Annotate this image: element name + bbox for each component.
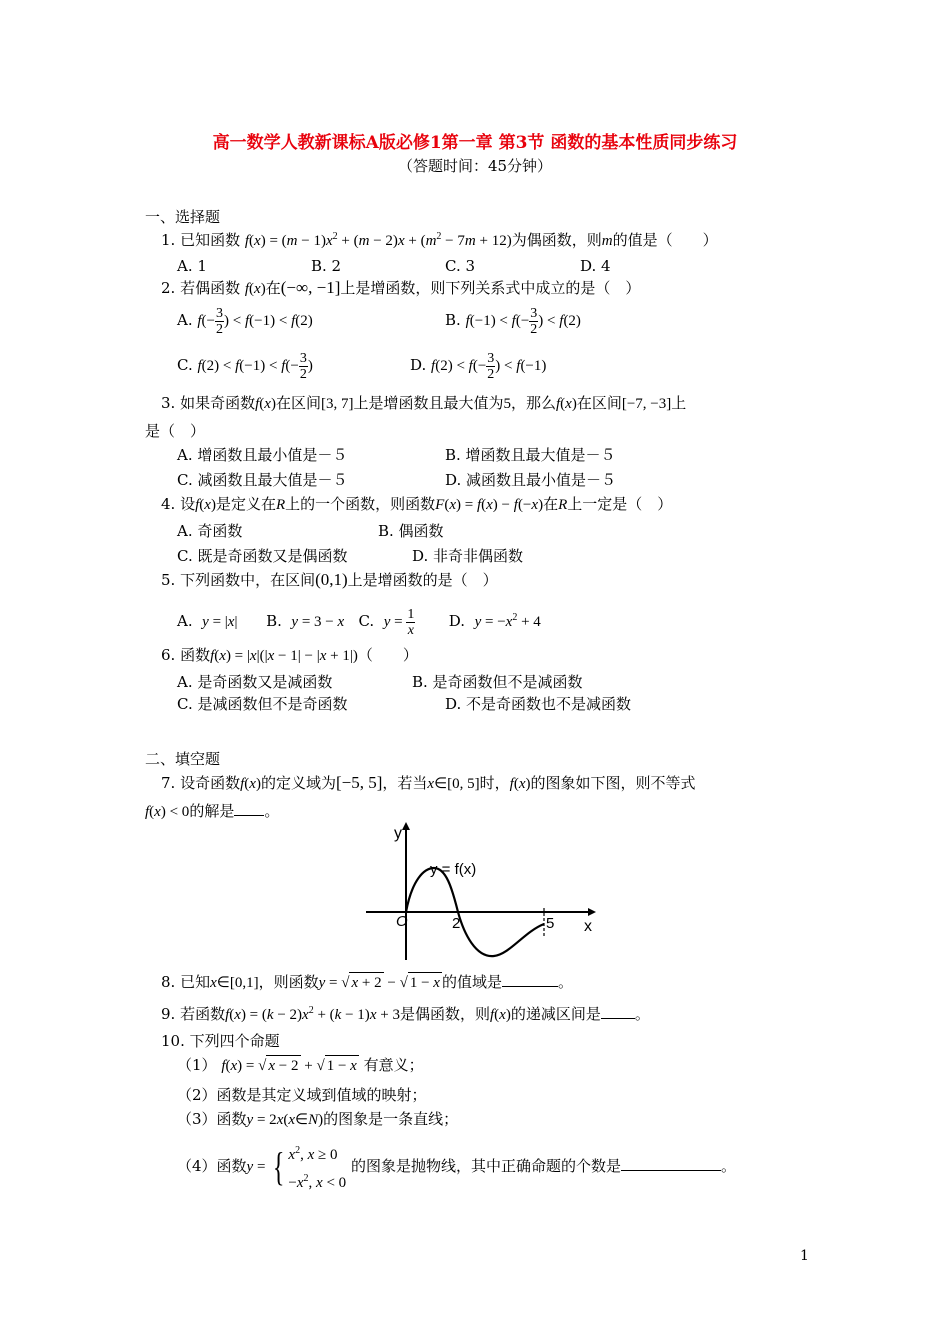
question-5: 5. 下列函数中，在区间(0,1)上是增函数的是（ ） [161,570,498,589]
page-subtitle: （答题时间：45分钟） [397,157,553,175]
q10-proposition-1: （1） f(x) = √ x − 2 + √ 1 − x 有意义； [177,1056,424,1074]
q10-proposition-3: （3）函数y = 2x(x∈N)的图象是一条直线； [177,1110,459,1128]
q3-option-b: B. 增函数且最大值是－５ [445,446,616,464]
x-axis-arrow-icon [588,908,596,916]
q2-option-b: B. f(−1) < f(− $\frac{3}{2}$ ) < f(2) [445,305,581,337]
question-8: 8. 已知x∈[0,1]，则函数y = √ x + 2 − √ 1 − x 的值域是 。 [161,973,573,991]
x-axis-label: x [584,918,592,935]
q2-option-a: A. f(− $\frac{3}{2}$ ) < f(−1) < f(2) [177,305,313,337]
tick-label-2: 2 [452,915,461,932]
q1-option-d: D. 4 [580,257,611,275]
q6-option-b: B. 是奇函数但不是减函数 [412,673,583,691]
q1-option-c: C. 3 [445,257,476,275]
q3-option-a: A. 增函数且最小值是－５ [177,446,348,464]
question-9: 9. 若函数$f(x) = (k - 2)x^2 + (k - 1)x + 3$是偶函数，则f(x)的递减区间是 。 [161,1005,650,1023]
question-6: 6. 函数f(x) = |x|(|x − 1| − |x + 1|)（ ） [161,646,418,664]
q1-option-a: A. 1 [177,257,207,275]
y-axis-label: y [394,825,402,842]
q3-option-c: C. 减函数且最大值是－５ [177,471,348,489]
section-heading-fill: 二、填空题 [145,750,221,768]
q2-option-c: C. f(2) < f(−1) < f(− $\frac{3}{2}$ ) [177,350,313,382]
question-7-line2: f(x) < 0的解是 。 [145,802,280,820]
page-number: 1 [800,1248,809,1264]
q10-proposition-2: （2）函数是其定义域到值域的映射； [177,1086,427,1104]
q2-option-d: D. f(2) < f(− $\frac{3}{2}$ ) < f(−1) [410,350,547,382]
q6-option-d: D. 不是奇函数也不是减函数 [445,695,632,713]
page-title: 高一数学人教新课标A版必修1第一章 第3节 函数的基本性质同步练习 [212,133,738,153]
q6-option-c: C. 是减函数但不是奇函数 [177,695,348,713]
question-3-wrap: 是（ ） [145,422,206,440]
question-3: 3. 如果奇函数f(x)在区间[3, 7]上是增函数且最大值为5，那么f(x)在区间[−7, −3]上 [161,394,687,412]
tick-label-5: 5 [546,915,555,932]
question-7: 7. 设奇函数f(x)的定义域为[−5, 5]，若当x∈[0, 5]时，f(x)的图象如下图，则不等式 [161,773,696,792]
question-10: 10. 下列四个命题 [161,1032,280,1050]
q10-proposition-4: （4）函数y = { $x^2$, x ≥ 0 $-x^2$, x < 0 的图象是抛物线，其中正确命题的个数是 。 [177,1144,736,1191]
q4-option-c: C. 既是奇函数又是偶函数 [177,547,348,565]
q5-options: A. y = |x| B. y = 3 − x C. y = $\frac{1}{x}$ D. $y = -x^2 + 4$ [177,606,541,638]
question-1: 1. 已知函数 $f(x) = (m - 1)x^2 + (m - 2)x + (m^2 - 7m + 12)$为偶函数，则m的值是（ ） [161,231,718,249]
question-4: 4. 设f(x)是定义在R上的一个函数，则函数F(x) = f(x) − f(−x)在R上一定是（ ） [161,495,673,513]
q4-option-b: B. 偶函数 [378,522,444,540]
q4-option-d: D. 非奇非偶函数 [412,547,524,565]
function-graph [360,818,600,963]
q4-option-a: A. 奇函数 [177,522,243,540]
q3-option-d: D. 减函数且最小值是－５ [445,471,617,489]
section-heading-choice: 一、选择题 [145,208,221,226]
q6-option-a: A. 是奇函数又是减函数 [177,673,333,691]
origin-label: O [396,913,408,930]
question-2: 2. 若偶函数 f(x)在(−∞, −1]上是增函数，则下列关系式中成立的是（ ） [161,278,641,297]
q1-option-b: B. 2 [311,257,342,275]
y-axis-arrow-icon [402,822,410,830]
function-label: y = f(x) [430,861,477,878]
